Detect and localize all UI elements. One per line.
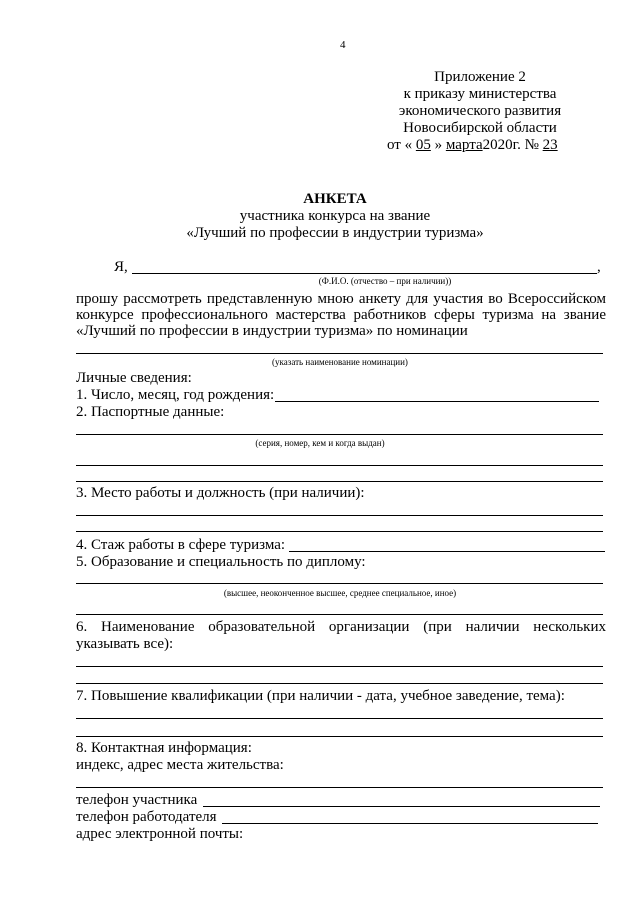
fio-field-line[interactable] bbox=[132, 273, 597, 274]
contacts-label: 8. Контактная информация: bbox=[76, 740, 252, 756]
experience-label: 4. Стаж работы в сфере туризма: bbox=[76, 537, 286, 553]
personal-heading: Личные сведения: bbox=[76, 370, 192, 386]
passport-field-line-2[interactable] bbox=[76, 465, 603, 466]
email-label: адрес электронной почты: bbox=[76, 826, 244, 842]
experience-field-line[interactable] bbox=[289, 551, 605, 552]
annex-month: марта bbox=[445, 137, 483, 153]
intro-paragraph bbox=[76, 291, 606, 339]
institution-field-line-2[interactable] bbox=[76, 683, 603, 684]
institution-field-line-1[interactable] bbox=[76, 666, 603, 667]
fio-hint: (Ф.И.О. (отчество – при наличии)) bbox=[318, 276, 452, 286]
participant-phone-label: телефон участника bbox=[76, 792, 198, 808]
education-field-line-2[interactable] bbox=[76, 614, 603, 615]
annex-date-mid: » bbox=[434, 137, 443, 153]
education-label: 5. Образование и специальность по диплому: bbox=[76, 554, 366, 570]
form-subtitle-2: «Лучший по профессии в индустрии туризма» bbox=[186, 225, 484, 241]
annex-line-2: к приказу министерства bbox=[403, 86, 557, 102]
annex-line-4: Новосибирской области bbox=[403, 120, 557, 136]
nomination-hint: (указать наименование номинации) bbox=[272, 357, 408, 367]
education-hint: (высшее, неоконченное высшее, среднее специальное, иное) bbox=[223, 588, 457, 598]
annex-year: 2020г. № bbox=[482, 137, 539, 153]
intro-text-2: конкурсе профессионального мастерства работников сферы туризма на звание bbox=[76, 307, 606, 323]
nomination-field-line[interactable] bbox=[76, 353, 603, 354]
form-subtitle-1: участника конкурса на звание bbox=[239, 208, 431, 224]
passport-label: 2. Паспортные данные: bbox=[76, 404, 225, 420]
address-label: индекс, адрес места жительства: bbox=[76, 757, 284, 773]
page-number: 4 bbox=[340, 39, 346, 51]
fio-comma: , bbox=[597, 259, 601, 275]
intro-text-3: «Лучший по профессии в индустрии туризма» по номинации bbox=[76, 323, 468, 339]
annex-date-prefix: от « bbox=[387, 137, 413, 153]
education-field-line-1[interactable] bbox=[76, 583, 603, 584]
annex-date-line bbox=[387, 138, 558, 153]
annex-number: 23 bbox=[542, 137, 558, 153]
form-title: АНКЕТА bbox=[303, 191, 367, 207]
participant-phone-field-line[interactable] bbox=[203, 806, 600, 807]
qualification-field-line-2[interactable] bbox=[76, 736, 603, 737]
institution-label-1: 6. Наименование образовательной организации (при наличии нескольких bbox=[76, 619, 606, 635]
address-field-line[interactable] bbox=[76, 787, 603, 788]
institution-label-2: указывать все): bbox=[76, 636, 174, 652]
passport-field-line-3[interactable] bbox=[76, 481, 603, 482]
workplace-label: 3. Место работы и должность (при наличии): bbox=[76, 485, 365, 501]
employer-phone-label: телефон работодателя bbox=[76, 809, 217, 825]
employer-phone-field-line[interactable] bbox=[222, 823, 598, 824]
passport-hint: (серия, номер, кем и когда выдан) bbox=[255, 438, 385, 448]
annex-line-1: Приложение 2 bbox=[434, 69, 526, 85]
intro-text-1: прошу рассмотреть представленную мною анкету для участия во Всероссийском bbox=[76, 291, 606, 307]
birthdate-label: 1. Число, месяц, год рождения: bbox=[76, 387, 275, 403]
qualification-field-line-1[interactable] bbox=[76, 718, 603, 719]
workplace-field-line-2[interactable] bbox=[76, 531, 603, 532]
birthdate-field-line[interactable] bbox=[275, 401, 599, 402]
annex-day: 05 bbox=[415, 137, 431, 153]
qualification-label: 7. Повышение квалификации (при наличии - дата, учебное заведение, тема): bbox=[76, 688, 565, 704]
passport-field-line-1[interactable] bbox=[76, 434, 603, 435]
workplace-field-line-1[interactable] bbox=[76, 515, 603, 516]
annex-line-3: экономического развития bbox=[398, 103, 562, 119]
ya-label: Я, bbox=[114, 259, 128, 275]
